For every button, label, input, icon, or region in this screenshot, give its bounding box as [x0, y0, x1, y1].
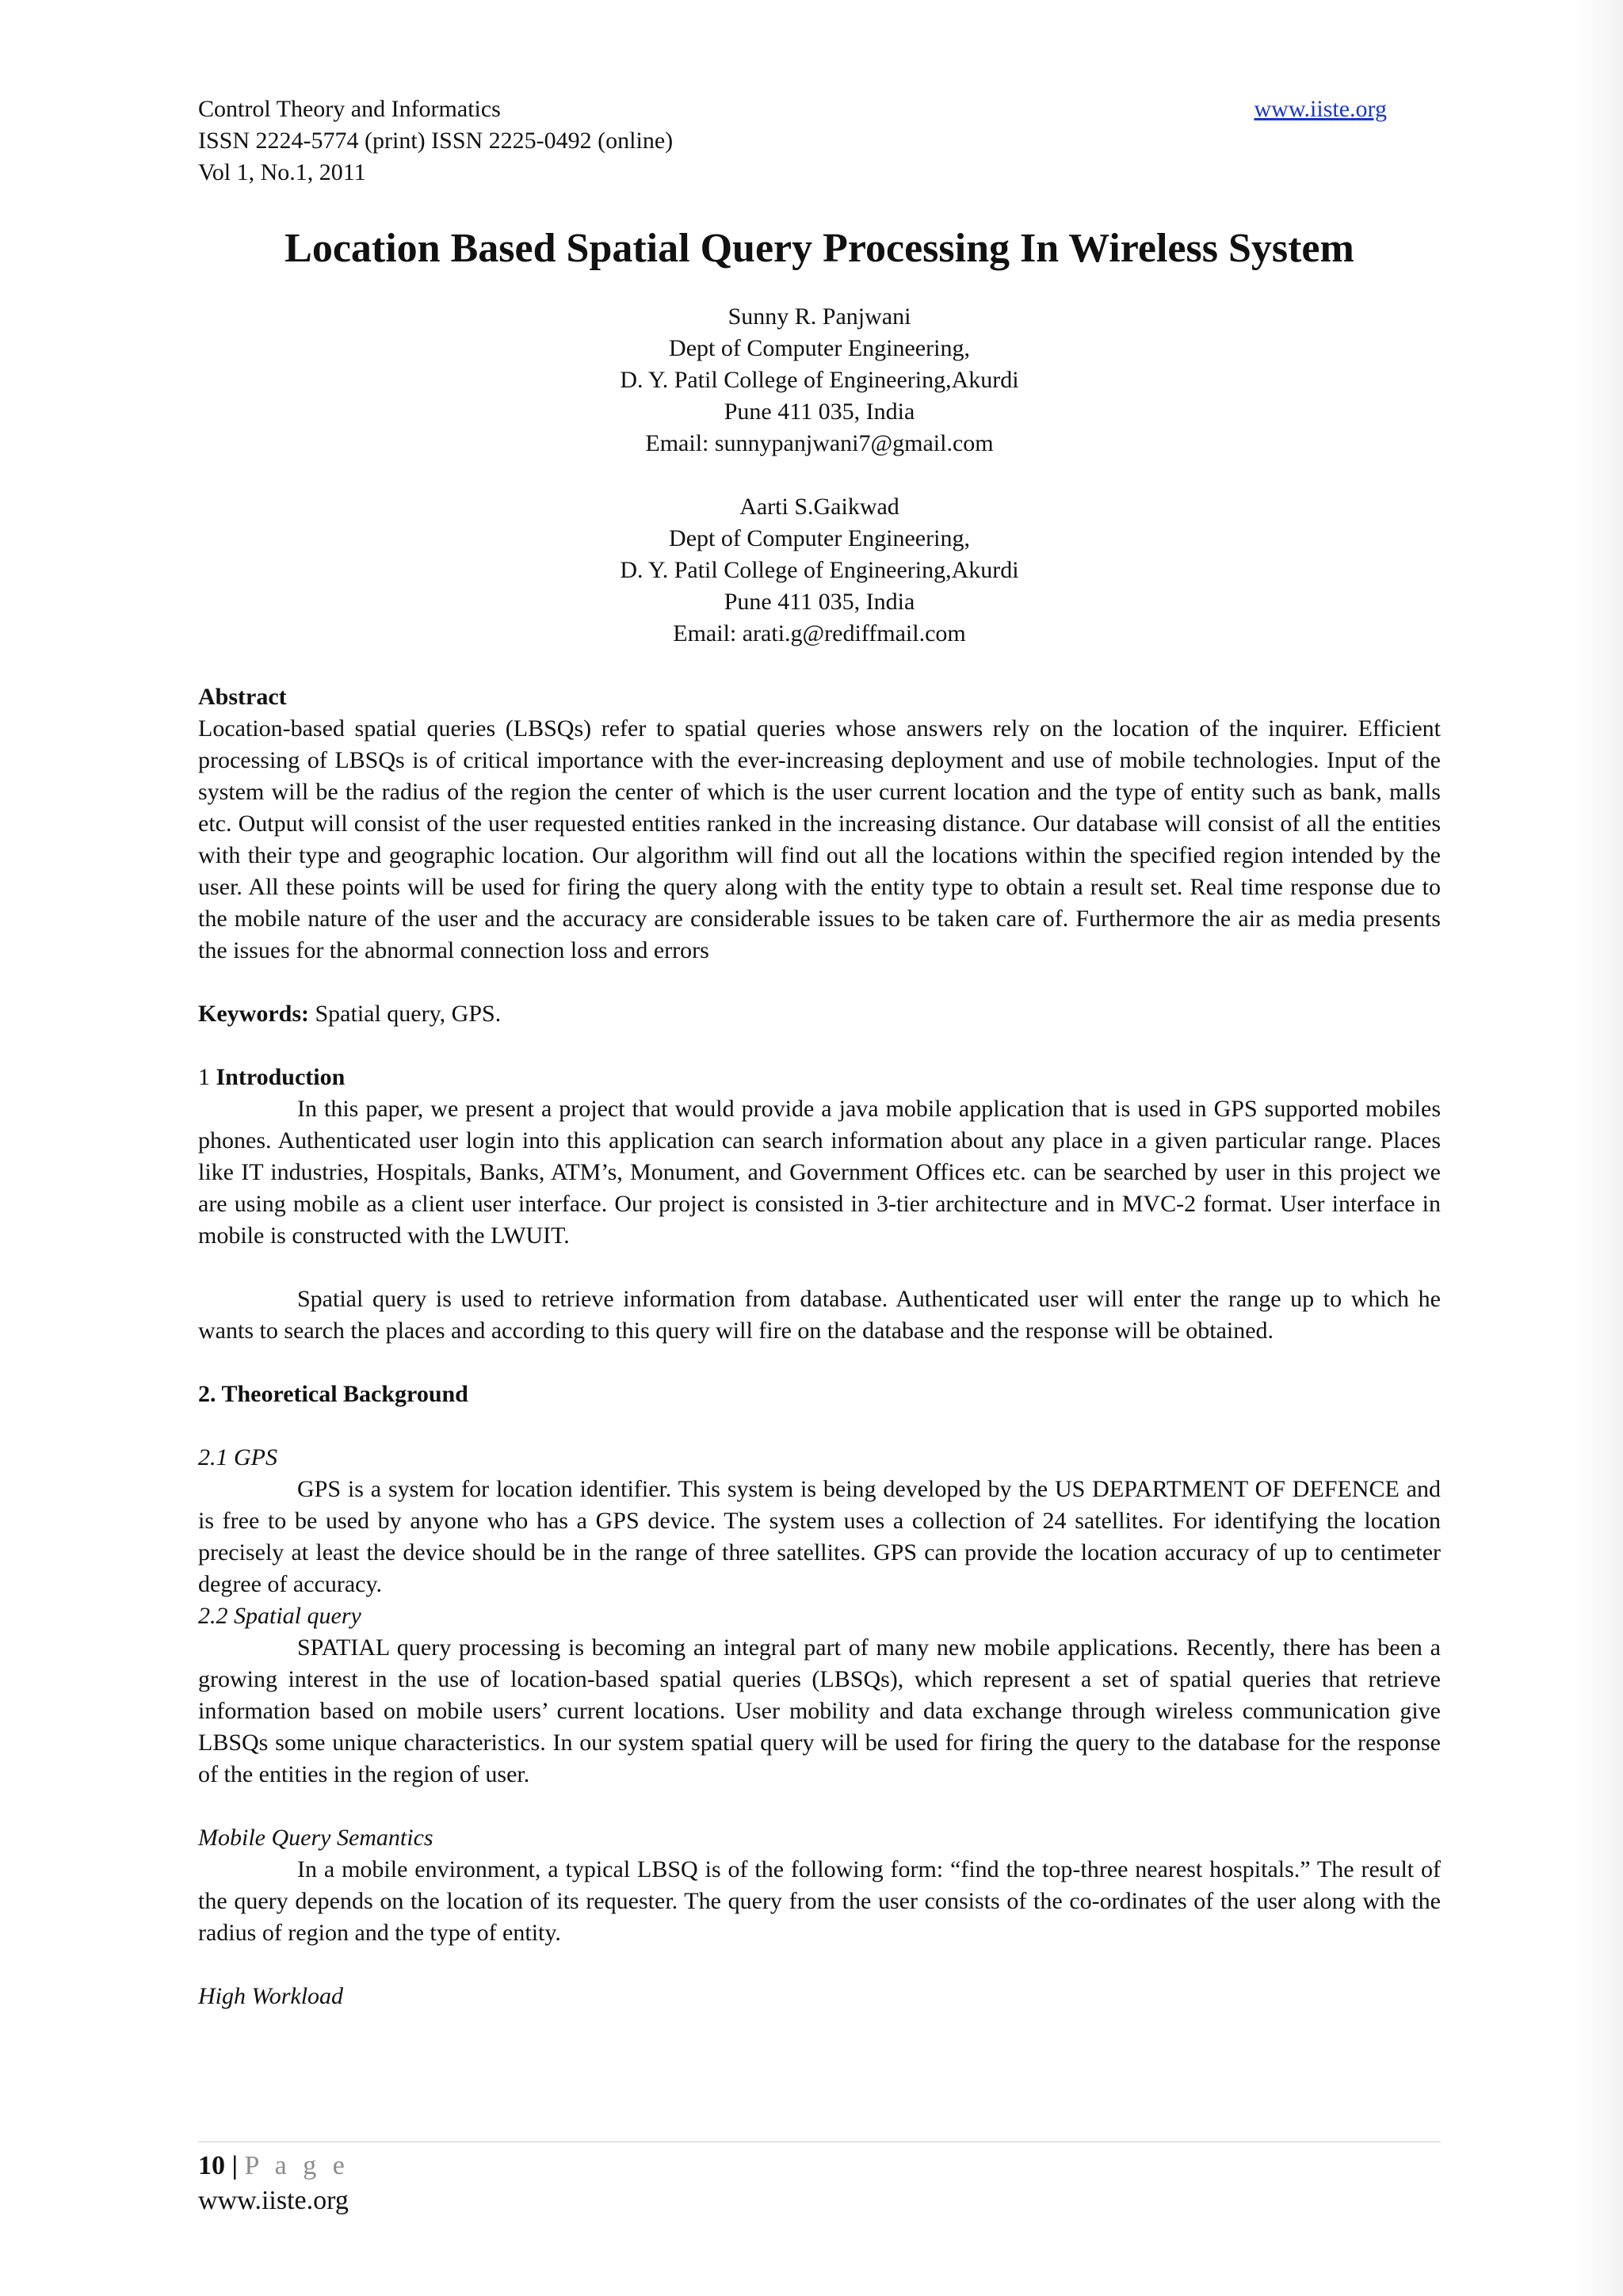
issn-line: ISSN 2224-5774 (print) ISSN 2225-0492 (online) [198, 128, 674, 154]
page-number-line [198, 2149, 349, 2183]
page-label: P a g e [244, 2151, 349, 2180]
page-number: 10 [198, 2151, 225, 2180]
paper-page [198, 93, 1441, 2012]
spatial-query-subheading: 2.2 Spatial query [198, 1603, 361, 1629]
author-dept: Dept of Computer Engineering, [669, 525, 970, 551]
keywords-label: Keywords: [198, 1001, 309, 1027]
gps-paragraph: GPS is a system for location identifier. This system is being developed by the US DEPARTMENT OF DEFENCE and is free to be used by anyone who has a GPS device. The system uses a collection of 24 satellites. For identifying the location precisely at least the device should be in the range of three satellites. GPS can provide the location accuracy of up to centimeter degree of accuracy. [198, 1476, 1441, 1597]
author-email: Email: arati.g@rediffmail.com [673, 620, 966, 646]
paper-title: Location Based Spatial Query Processing In Wireless System [285, 226, 1354, 271]
author-college: D. Y. Patil College of Engineering,Akurdi [620, 557, 1019, 583]
author-block-2 [198, 491, 1441, 650]
author-email: Email: sunnypanjwani7@gmail.com [645, 430, 994, 456]
author-dept: Dept of Computer Engineering, [669, 335, 970, 361]
intro-paragraph-1: In this paper, we present a project that would provide a java mobile application that is used in GPS supported mobiles phones. Authenticated user login into this application can search information about any place in a given particular range. Places like IT industries, Hospitals, Banks, ATM’s, Monument, and Government Offices etc. can be searched by user in this project we are using mobile as a client user interface. Our project is consisted in 3-tier architecture and in MVC-2 format. User interface in mobile is constructed with the LWUIT. [198, 1096, 1441, 1249]
intro-heading [198, 1062, 1441, 1093]
intro-title: Introduction [216, 1064, 346, 1090]
gps-subheading: 2.1 GPS [198, 1444, 277, 1470]
spatial-query-paragraph: SPATIAL query processing is becoming an integral part of many new mobile applications. Recently, there has been a growing interest in the use of location-based spatial queries (LBSQs), which represent a set of spatial queries that retrieve information based on mobile users’ current locations. User mobility and data exchange through wireless communication give LBSQs some unique characteristics. In our system spatial query will be used for firing the query to the database for the response of the entities in the region of user. [198, 1634, 1441, 1787]
intro-number: 1 [198, 1064, 216, 1090]
author-college: D. Y. Patil College of Engineering,Akurdi [620, 367, 1019, 393]
running-header [198, 93, 1387, 125]
journal-name: Control Theory and Informatics [198, 96, 501, 122]
author-city: Pune 411 035, India [724, 589, 915, 615]
author-name: Sunny R. Panjwani [727, 303, 911, 330]
page-edge-shading [1575, 0, 1623, 2296]
mobile-query-semantics-paragraph: In a mobile environment, a typical LBSQ is of the following form: “find the top-three nearest hospitals.” The result of the query depends on the location of its requester. The query from the user consists of the co-ordinates of the user along with the radius of region and the type of entity. [198, 1856, 1441, 1946]
volume-line: Vol 1, No.1, 2011 [198, 159, 366, 185]
section-2-heading: 2. Theoretical Background [198, 1381, 468, 1407]
author-city: Pune 411 035, India [724, 399, 915, 425]
keywords-line [198, 998, 1441, 1030]
page-separator: | [225, 2151, 245, 2180]
keywords-text: Spatial query, GPS. [308, 1001, 502, 1027]
intro-paragraph-2: Spatial query is used to retrieve information from database. Authenticated user will enter the range up to which he wants to search the places and according to this query will fire on the database and the response will be obtained. [198, 1286, 1441, 1344]
footer-url[interactable]: www.iiste.org [198, 2186, 349, 2215]
author-name: Aarti S.Gaikwad [739, 494, 899, 520]
mobile-query-semantics-heading: Mobile Query Semantics [198, 1825, 433, 1851]
header-url-link[interactable]: www.iiste.org [1254, 96, 1387, 122]
abstract-text: Location-based spatial queries (LBSQs) refer to spatial queries whose answers rely on the location of the inquirer. Efficient processing of LBSQs is of critical importance with the ever-increasing deployment and use of mobile technologies. Input of the system will be the radius of the region the center of which is the user current location and the type of entity such as bank, malls etc. Output will consist of the user requested entities ranked in the increasing distance. Our database will consist of all the entities with their type and geographic location. Our algorithm will find out all the locations within the specified region intended by the user. All these points will be used for firing the query along with the entity type to obtain a result set. Real time response due to the mobile nature of the user and the accuracy are considerable issues to be taken care of. Furthermore the air as media presents the issues for the abnormal connection loss and errors [198, 715, 1441, 963]
abstract-heading: Abstract [198, 684, 287, 710]
high-workload-heading: High Workload [198, 1983, 344, 2009]
author-block-1 [198, 301, 1441, 460]
page-footer [198, 2149, 349, 2218]
